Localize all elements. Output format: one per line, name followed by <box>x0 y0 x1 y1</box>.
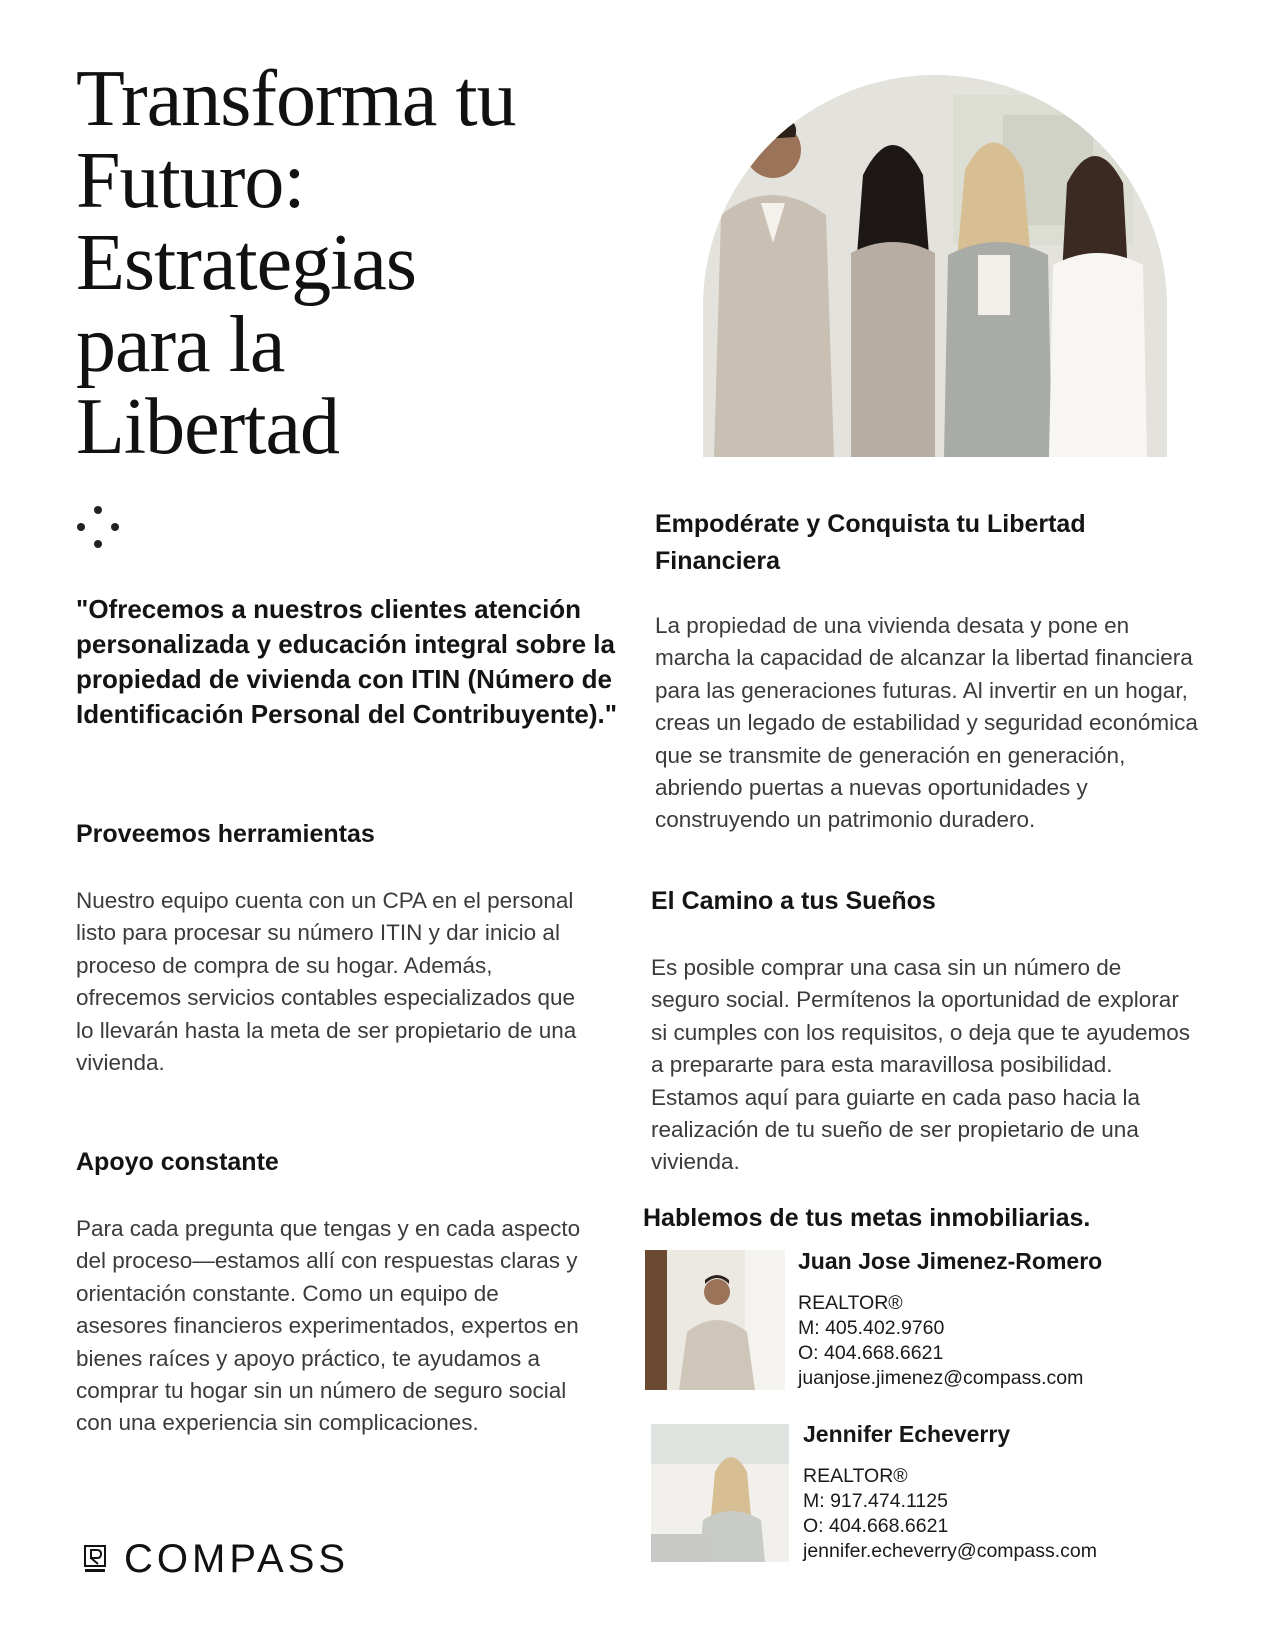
title-line: para la <box>76 301 285 389</box>
contact-heading: Hablemos de tus metas inmobiliarias. <box>643 1204 1091 1232</box>
team-photo <box>703 75 1167 457</box>
agent-name: Juan Jose Jimenez-Romero <box>798 1248 1103 1274</box>
agent-card <box>803 1421 1203 1564</box>
section-body: La propiedad de una vivienda desata y pone en marcha la capacidad de alcanzar la libertad financiera para las generaciones futuras. Al invertir en un hogar, creas un legado de estabilidad y seguridad económica que se transmite de generación en generación, abriendo puertas a nuevas oportunidades y construyendo un patrimonio duradero. <box>655 613 1198 833</box>
section-support <box>76 1148 591 1440</box>
section-heading: Proveemos herramientas <box>76 820 375 848</box>
agent-photo <box>645 1250 785 1390</box>
section-empower <box>655 506 1200 837</box>
agent-name: Jennifer Echeverry <box>803 1421 1011 1447</box>
agent-details <box>803 1464 1203 1564</box>
section-tools <box>76 820 596 1079</box>
section-body: Nuestro equipo cuenta con un CPA en el personal listo para procesar su número ITIN y dar inicio al proceso de compra de su hogar. Además, ofrecemos servicios contables especializados que lo llevarán hasta la meta de ser propietario de una vivienda. <box>76 888 577 1076</box>
section-body: Para cada pregunta que tengas y en cada aspecto del proceso—estamos allí con respuestas claras y orientación constante. Como un equipo de asesores financieros experimentados, expertos en bienes raíces y apoyo práctico, te ayudamos a comprar tu hogar sin un número de seguro social con una experiencia sin complicaciones. <box>76 1216 581 1436</box>
agent-card <box>798 1248 1198 1391</box>
agent-mobile[interactable]: M: 405.402.9760 <box>798 1317 945 1339</box>
agent-office[interactable]: O: 404.668.6621 <box>798 1342 944 1364</box>
title-line: Estrategias <box>76 219 416 307</box>
realtor-logo-icon <box>84 1545 106 1575</box>
agent-photo-illustration <box>645 1250 785 1390</box>
compass-logo <box>80 1537 380 1587</box>
section-dreams <box>651 887 1191 1179</box>
team-photo-illustration <box>703 75 1167 457</box>
dots-ornament-icon <box>76 505 120 549</box>
agent-role: REALTOR® <box>803 1465 908 1487</box>
page-title <box>76 55 636 471</box>
agent-photo-illustration <box>651 1424 789 1562</box>
title-line: Transforma tu <box>76 55 516 143</box>
agent-office[interactable]: O: 404.668.6621 <box>803 1515 949 1537</box>
section-body: Es posible comprar una casa sin un número de seguro social. Permítenos la oportunidad de explorar si cumples con los requisitos, o deja que te ayudemos a prepararte para esta maravillosa posibilidad. Estamos aquí para guiarte en cada paso hacia la realización de tu sueño de ser propietario de una vivienda. <box>651 955 1191 1175</box>
title-line: Libertad <box>76 383 339 471</box>
section-heading: Apoyo constante <box>76 1148 279 1176</box>
title-line: Futuro: <box>76 137 305 225</box>
brand-name: COMPASS <box>124 1537 350 1581</box>
agent-role: REALTOR® <box>798 1292 903 1314</box>
section-heading: El Camino a tus Sueños <box>651 887 936 915</box>
agent-photo <box>651 1424 789 1562</box>
intro-quote: "Ofrecemos a nuestros clientes atención personalizada y educación integral sobre la propiedad de vivienda con ITIN (Número de Identificación Personal del Contribuyente)." <box>76 594 618 729</box>
agent-mobile[interactable]: M: 917.474.1125 <box>803 1490 948 1512</box>
agent-email[interactable]: juanjose.jimenez@compass.com <box>798 1367 1084 1389</box>
agent-details <box>798 1291 1198 1391</box>
section-heading: Empodérate y Conquista tu Libertad Financiera <box>655 510 1086 575</box>
agent-email[interactable]: jennifer.echeverry@compass.com <box>803 1540 1097 1562</box>
